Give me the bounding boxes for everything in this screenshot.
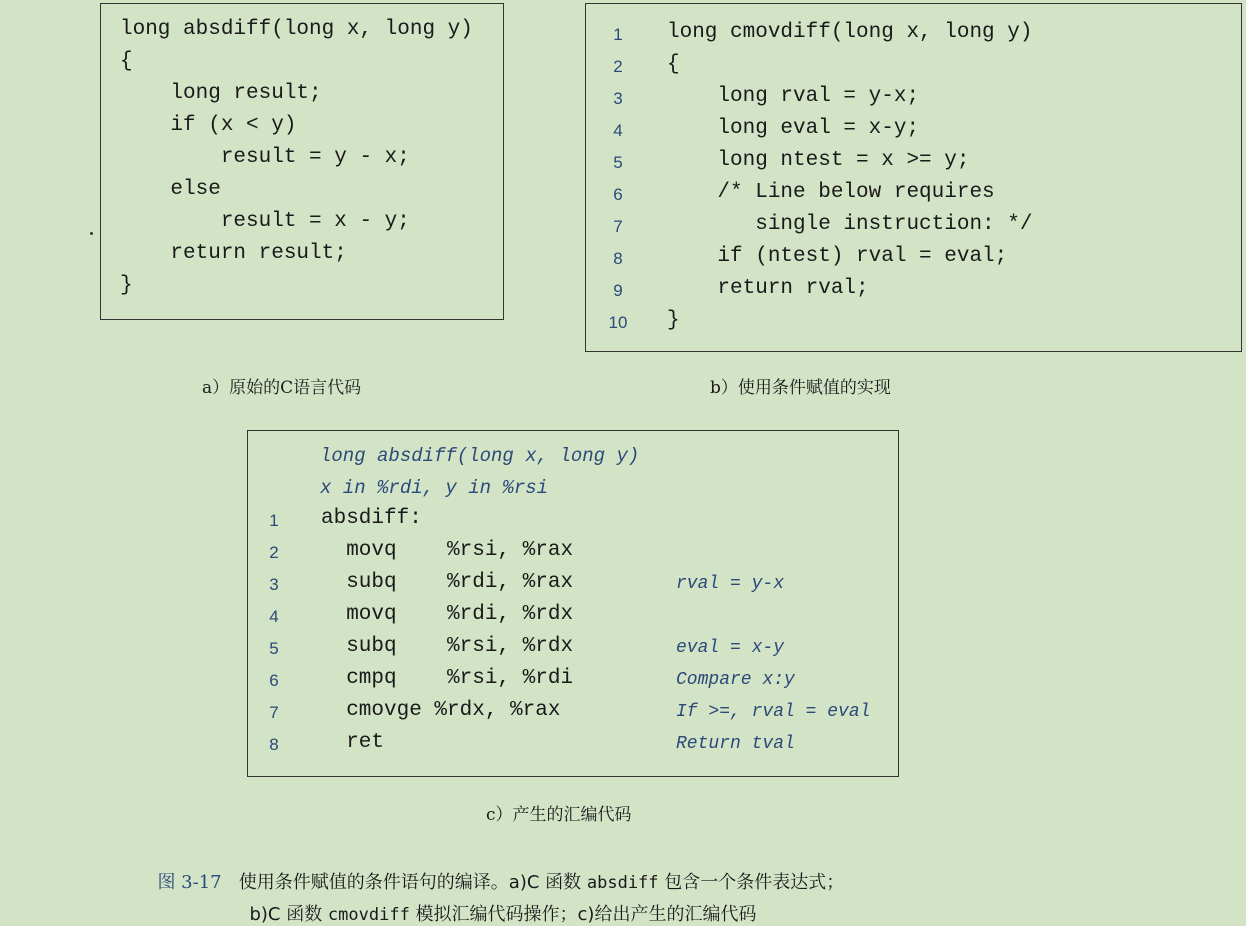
panel-b-line-number: 6 <box>613 185 623 204</box>
panel-b-line-number: 3 <box>613 89 623 108</box>
panel-b-line-number: 9 <box>613 281 623 300</box>
panel-a-code-line: result = x - y; <box>120 210 410 233</box>
panel-c-line-number: 6 <box>269 671 279 690</box>
panel-c-asm-line: cmpq %rsi, %rdi <box>321 667 574 690</box>
panel-c-comment: Return tval <box>676 734 795 754</box>
panel-c-asm-line: ret <box>321 731 385 754</box>
panel-c-comment: rval = y-x <box>676 574 785 594</box>
figure-number: 图 3-17 <box>157 872 222 893</box>
panel-c-line-number: 8 <box>269 735 279 754</box>
panel-b-line-number: 5 <box>613 153 623 172</box>
panel-c-asm-line: movq %rsi, %rax <box>321 539 574 562</box>
panel-b-code-line: if (ntest) rval = eval; <box>667 245 1008 268</box>
panel-b-code-line: return rval; <box>667 277 869 300</box>
panel-c-header-registers: x in %rdi, y in %rsi <box>320 477 549 499</box>
panel-c-header-signature: long absdiff(long x, long y) <box>320 445 640 467</box>
panel-c-line-number: 4 <box>269 607 279 626</box>
figure-caption-text-2b: 模拟汇编代码操作；c)给出产生的汇编代码 <box>409 904 757 925</box>
figure-caption-text-1a: 使用条件赋值的条件语句的编译。a)C 函数 <box>238 872 587 893</box>
figure-caption-code-cmovdiff: cmovdiff <box>327 905 410 925</box>
panel-b-code-box <box>585 3 1242 352</box>
panel-b-code-line: long eval = x-y; <box>667 117 920 140</box>
panel-c-asm-line: cmovge %rdx, %rax <box>321 699 561 722</box>
panel-b-line-number: 8 <box>613 249 623 268</box>
panel-a-code-line: result = y - x; <box>120 146 410 169</box>
panel-b-code-line: { <box>667 53 680 76</box>
panel-b-line-number: 10 <box>608 313 628 332</box>
stray-dot <box>90 232 93 235</box>
panel-b-code-line: } <box>667 309 680 332</box>
panel-b-line-number: 7 <box>613 217 623 236</box>
panel-c-code-box <box>247 430 899 777</box>
panel-c-line-number: 3 <box>269 575 279 594</box>
panel-c-asm-line: subq %rdi, %rax <box>321 571 574 594</box>
panel-a-caption: a）原始的C语言代码 <box>202 378 362 398</box>
panel-c-line-number: 1 <box>269 511 279 530</box>
panel-a-code-line: long absdiff(long x, long y) <box>120 18 473 41</box>
panel-a-code-line: return result; <box>120 242 347 265</box>
panel-c-line-number: 7 <box>269 703 279 722</box>
panel-b-code-line: /* Line below requires <box>667 181 995 204</box>
panel-b-code-line: single instruction: */ <box>667 213 1033 236</box>
panel-b-line-number: 1 <box>613 25 623 44</box>
panel-c-line-number: 2 <box>269 543 279 562</box>
figure-caption-code-absdiff: absdiff <box>586 873 659 893</box>
panel-a-code-line: long result; <box>120 82 322 105</box>
panel-c-line-number: 5 <box>269 639 279 658</box>
panel-a-code-line: if (x < y) <box>120 114 297 137</box>
figure-caption-line-2 <box>238 879 756 926</box>
panel-c-comment: eval = x-y <box>676 638 785 658</box>
figure-caption-text-2a: b)C 函数 <box>249 904 328 925</box>
panel-b-caption: b）使用条件赋值的实现 <box>710 378 891 398</box>
panel-a-code-line: } <box>120 274 133 297</box>
panel-a-code-line: { <box>120 50 133 73</box>
panel-a-code-line: else <box>120 178 221 201</box>
panel-a-code-box <box>100 3 504 320</box>
figure-caption-text-1b: 包含一个条件表达式； <box>658 872 845 893</box>
panel-b-code-line: long ntest = x >= y; <box>667 149 970 172</box>
panel-c-asm-line: absdiff: <box>321 507 422 530</box>
panel-c-comment: Compare x:y <box>676 670 795 690</box>
panel-c-asm-line: movq %rdi, %rdx <box>321 603 574 626</box>
panel-b-code-line: long rval = y-x; <box>667 85 920 108</box>
panel-b-line-number: 4 <box>613 121 623 140</box>
panel-b-code-line: long cmovdiff(long x, long y) <box>667 21 1033 44</box>
panel-c-comment: If >=, rval = eval <box>676 702 871 722</box>
panel-c-caption: c）产生的汇编代码 <box>486 805 632 825</box>
panel-b-line-number: 2 <box>613 57 623 76</box>
panel-c-asm-line: subq %rsi, %rdx <box>321 635 574 658</box>
